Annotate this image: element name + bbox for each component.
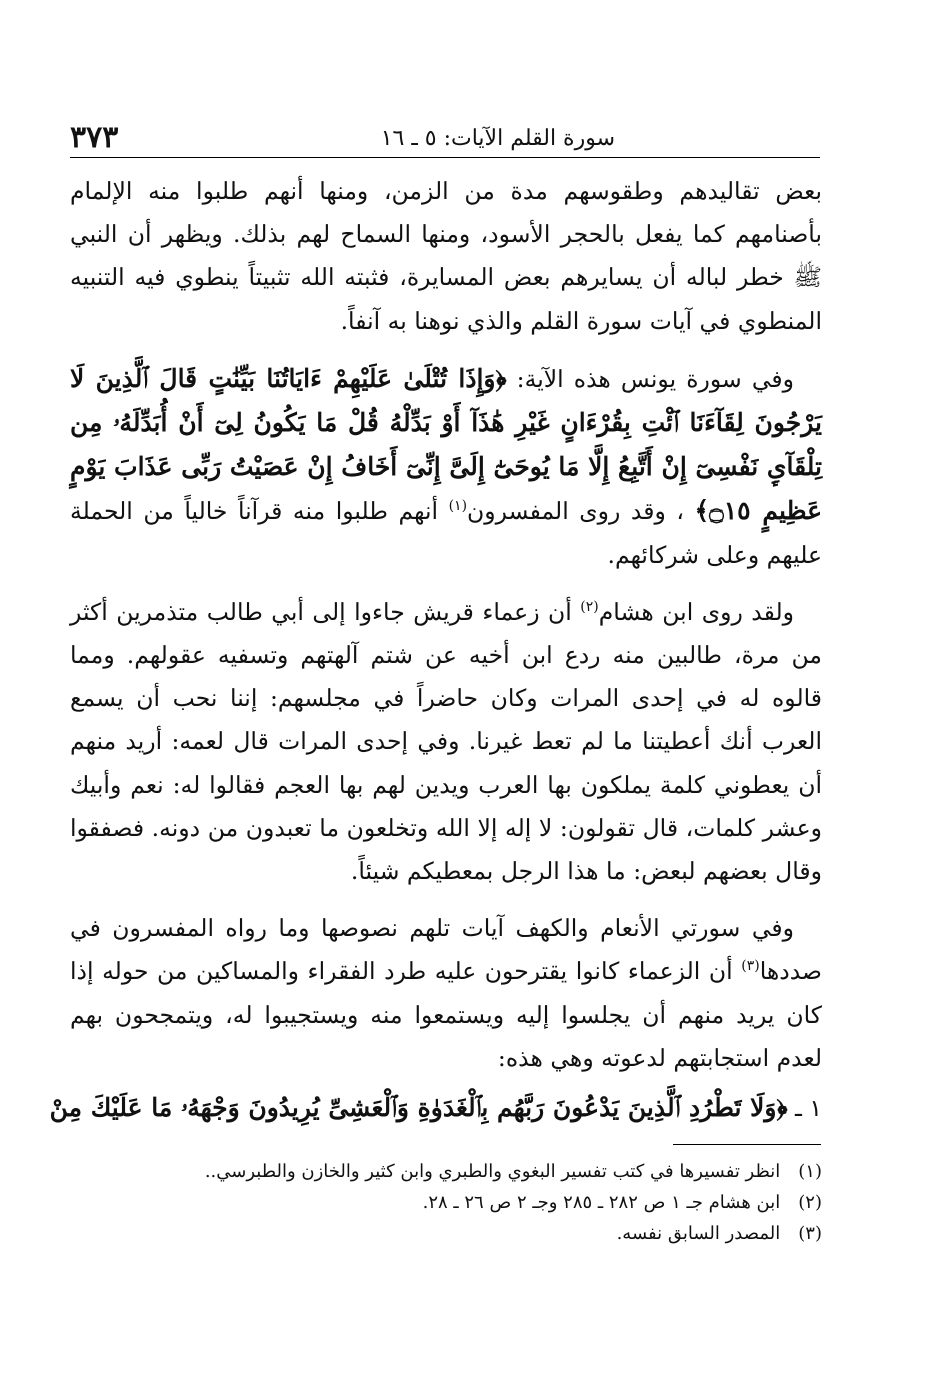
footnote-number: (١) (798, 1161, 822, 1182)
list-number: ١ ـ (787, 1094, 822, 1123)
paragraph-gap (70, 343, 822, 357)
footnote-text: انظر تفسيرها في كتب تفسير البغوي والطبري وابن كثير والخازن والطبرسي.. (204, 1161, 781, 1182)
footnote-divider (673, 1144, 821, 1145)
footnote-number: (٣) (798, 1223, 822, 1244)
paragraph-text: ولقد روى ابن هشام (598, 597, 794, 626)
footnote-text: المصدر السابق نفسه. (616, 1223, 781, 1244)
paragraph-text: أنهم طلبوا منه قرآناً خالياً من الحملة عليهم وعلى شركائهم. (70, 497, 822, 569)
quran-verse-yunus-15: ﴿وَإِذَا تُتْلَىٰ عَلَيْهِمْ ءَايَاتُنَا بَيِّنَٰتٍ قَالَ ٱلَّذِينَ لَا يَرْجُونَ لِقَآءَنَا ٱئْتِ بِقُرْءَانٍ غَيْرِ هَٰذَآ أَوْ بَدِّلْهُ قُلْ مَا يَكُونُ لِىٓ أَنْ أُبَدِّلَهُۥ مِن تِلْقَآىِٕ نَفْسِىٓ إِنْ أَتَّبِعُ إِلَّا مَا يُوحَىٰٓ إِلَىَّ إِنِّىٓ أَخَافُ إِنْ عَصَيْتُ رَبِّى عَذَابَ يَوْمٍ عَظِيمٍ ۝١٥﴾ (70, 363, 822, 526)
footnotes (70, 1156, 822, 1249)
paragraph-5 (49, 1086, 822, 1130)
footnote-number: (٢) (798, 1192, 822, 1213)
footnote-2 (70, 1187, 822, 1218)
footnote-3 (70, 1218, 822, 1249)
paragraph-text: أن زعماء قريش جاءوا إلى أبي طالب متذمرين أكثر من مرة، طالبين منه ردع ابن أخيه عن شتم آلهتهم وتسفيه عقولهم. ومما قالوه له في إحدى المرات وكان حاضراً في مجلسهم: إننا نحب أن يسمع العرب أنك أعطيتنا ما لم تعط غيرنا. وفي إحدى المرات قال لعمه: أريد منهم أن يعطوني كلمة يملكون بها العرب ويدين لهم بها العجم فقالوا له: نعم وأبيك وعشر كلمات، قال تقولون: لا إله إلا الله وتخلعون ما تعبدون من دونه. فصفقوا وقال بعضهم لبعض: ما هذا الرجل بمعطيكم شيئاً. (70, 597, 822, 886)
footnote-text: ابن هشام جـ ١ ص ٢٨٢ ـ ٢٨٥ وجـ ٢ ص ٢٦ ـ ٢٨. (422, 1192, 781, 1213)
paragraph-2 (70, 357, 822, 577)
paragraph-text: وفي سورة يونس هذه الآية: (506, 364, 794, 393)
footnote-1 (70, 1156, 822, 1187)
paragraph-text: بعض تقاليدهم وطقوسهم مدة من الزمن، ومنها أنهم طلبوا منه الإلمام بأصنامهم كما يفعل بالحجر الأسود، ومنها السماح لهم بذلك. ويظهر أن النبي ﷺ خطر لباله أن يسايرهم بعض المسايرة، فثبته الله تثبيتاً ينطوي فيه التنبيه المنطوي في آيات سورة القلم والذي نوهنا به آنفاً. (70, 177, 822, 335)
paragraph-3 (70, 591, 822, 893)
paragraph-text: أن الزعماء كانوا يقترحون عليه طرد الفقراء والمساكين من حوله إذا كان يريد منهم أن يجلسوا إليه ويستمعوا منه ويستجيبوا له، ويتمجحون بهم لعدم استجابتهم لدعوته وهي هذه: (70, 957, 822, 1072)
main-text (49, 170, 822, 1130)
paragraph-4 (70, 907, 822, 1080)
footnote-ref-2: (٢) (580, 599, 599, 615)
header-divider (70, 157, 820, 158)
footnote-ref-3: (٣) (741, 958, 760, 975)
quran-verse-anam-52: ﴿وَلَا تَطْرُدِ ٱلَّذِينَ يَدْعُونَ رَبَّهُم بِٱلْغَدَوٰةِ وَٱلْعَشِىِّ يُرِيدُونَ وَجْهَهُۥ مَا عَلَيْكَ مِنْ (49, 1093, 788, 1123)
paragraph-gap (70, 577, 822, 591)
paragraph-text: وفي سورتي الأنعام والكهف آيات تلهم نصوصها وما رواه المفسرون في صددها (70, 914, 822, 986)
page-number: ٣٧٣ (70, 120, 119, 155)
paragraph-text: ، وقد روى المفسرون (467, 497, 684, 526)
running-header (70, 112, 820, 156)
footnote-ref-1: (١) (448, 498, 468, 515)
paragraph-gap (70, 893, 822, 907)
surah-heading: سورة القلم الآيات: ٥ ـ ١٦ (380, 126, 615, 151)
paragraph-1 (70, 170, 822, 343)
